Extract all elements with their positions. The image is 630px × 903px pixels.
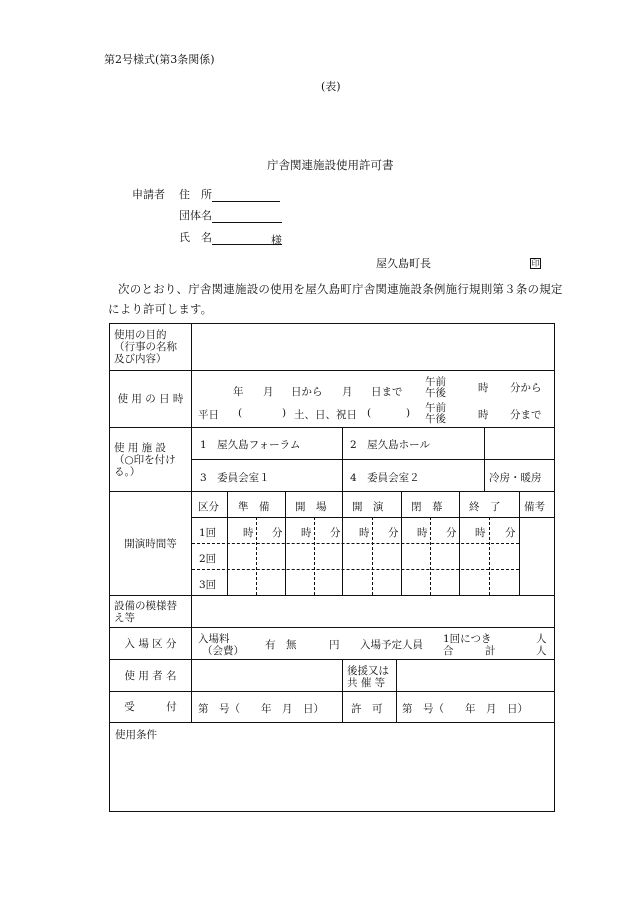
aircon-option[interactable]: 冷房・暖房 [489,472,542,484]
group-label: 団体名 [179,209,212,222]
received-label: 受 付 [110,692,192,722]
datetime-field[interactable]: 年 月 日から 月 日まで 午前 午後 時 分から 平日 ( ) 土、日、祝日 ( ) 午前 午後 時 分まで [198,376,542,425]
facility-option-3[interactable]: 3 委員会室１ [200,472,270,484]
reception-field[interactable] [192,692,554,722]
admission-field[interactable]: 入場料 （会費） 有 無 円 入場予定人員 1回につき 合 計 人 人 [198,633,547,657]
facility-option-2[interactable]: 2 屋久島ホール [350,439,430,451]
user-name-field[interactable]: 後援又は 共 催 等 [192,660,554,691]
permit-number-date: 第 号（ 年 月 日） [402,703,528,715]
facility-option-1[interactable]: 1 屋久島フォーラム [200,439,301,451]
statement-line-1: 次のとおり、庁舎関連施設の使用を屋久島町庁舎関連施設条例施行規則第３条の規定 [118,282,563,296]
purpose-field[interactable] [192,324,554,370]
name-suffix: 様 [271,234,282,247]
received-number-date: 第 号（ 年 月 日） [198,703,324,715]
user-name-label: 使 用 者 名 [110,660,192,691]
issuer-title: 屋久島町長 [376,257,431,270]
datetime-label: 使 用 の 日 時 [110,371,192,427]
address-label: 住 所 [179,188,212,201]
form-number: 第2号様式(第3条関係) [104,53,215,66]
side-label: (表) [321,80,341,93]
purpose-row [110,324,554,370]
schedule-row-1: 1回 [199,527,217,539]
schedule-grid: 区分 準 備 開 場 開 演 閉 幕 終 了 備考 1回 2回 3回 時 分 時 分 時 分 時 分 時 分 [192,492,554,595]
address-row [179,186,280,202]
sponsor-label: 後援又は [347,665,389,677]
facility-option-4[interactable]: 4 委員会室２ [350,472,420,484]
schedule-label: 開演時間等 [110,492,192,595]
group-row [179,207,282,223]
user-row [110,659,554,691]
name-row [179,229,282,245]
seal-mark [530,256,541,269]
address-blank [212,189,280,202]
permit-form-table [109,323,555,812]
statement-line-2: により許可します。 [108,302,213,316]
equipment-row [110,595,554,627]
seal-icon: 印 [531,259,540,268]
document-title: 庁舎関連施設使用許可書 [267,158,394,172]
name-label: 氏 名 [179,231,212,244]
name-blank [212,232,282,245]
conditions-row[interactable] [110,722,554,811]
facility-row [110,427,554,491]
facility-label: 使 用 施 設 （○印を付け る。） [110,428,192,491]
permit-label: 許 可 [351,703,383,715]
admission-label: 入 場 区 分 [110,628,192,659]
equipment-field[interactable] [192,596,554,627]
schedule-row-2: 2回 [199,553,217,565]
group-blank [212,210,282,223]
applicant-label: 申請者 [132,188,165,201]
schedule-row [110,491,554,595]
datetime-row [110,370,554,427]
admission-row [110,627,554,659]
facility-field [192,428,554,491]
reception-row [110,691,554,722]
equipment-label: 設備の模様替え等 [110,596,192,627]
schedule-row-3: 3回 [199,579,217,591]
purpose-label: 使用の目的 （行事の名称 及び内容） [110,324,192,370]
conditions-label: 使用条件 [115,729,157,741]
